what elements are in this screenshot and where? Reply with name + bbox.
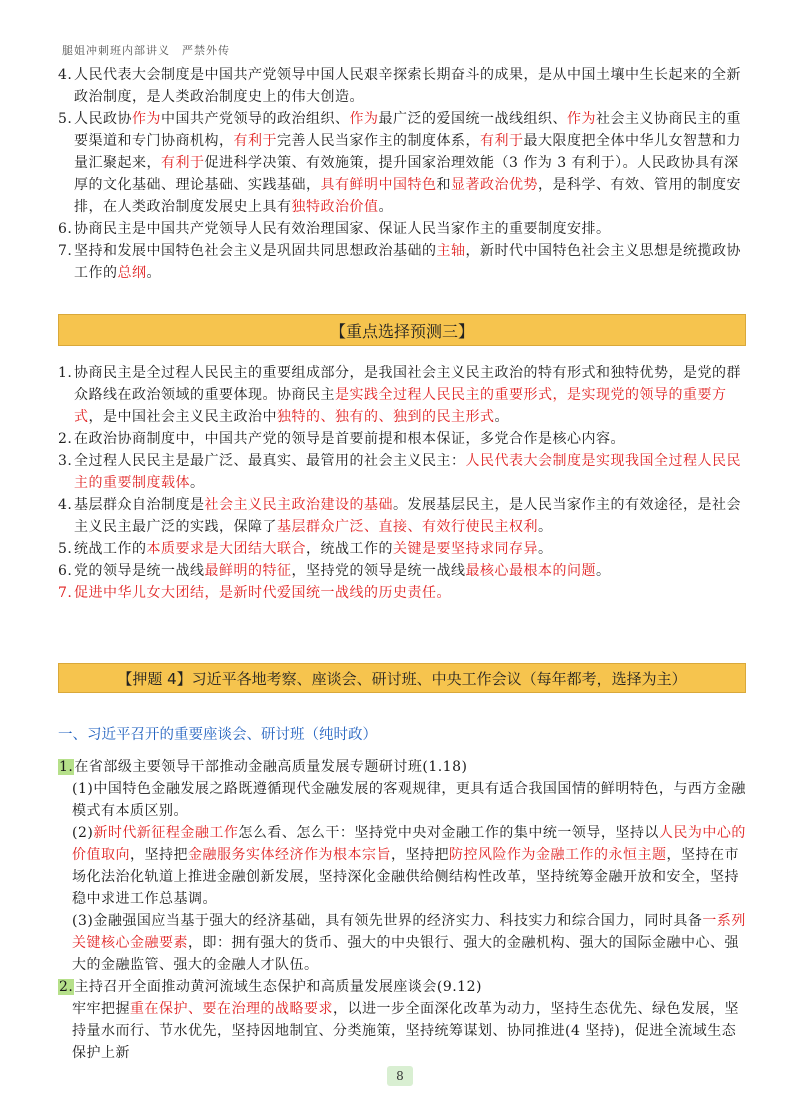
- emphasis-text: 最核心最根本的问题: [465, 563, 596, 579]
- body-text: 促进科学决策、有效施策，提升国家治理效能（3 作为 3 有利于）。人民政协具有深厚的文化基础、理论基础、实践基础，: [74, 155, 739, 193]
- body-text: 。: [190, 475, 205, 491]
- item-number: 4.: [58, 67, 73, 83]
- emphasis-text: 人民为中心的价值取向: [72, 825, 746, 863]
- body-text: ，以进一步全面深化改革为动力，坚持生态优先、绿色发展，坚持量水而行、节水优先，坚持因地制宜、分类施策，坚持统筹谋划、协同推进(4 坚持)，促进全流域生态保护上新: [72, 1001, 739, 1061]
- body-text: 社会主义协商民主的重要渠道和专门协商机构，: [74, 111, 741, 149]
- body-text: ，坚持把: [391, 847, 449, 863]
- body-text: 。: [596, 563, 611, 579]
- emphasis-text: 独特的、独有的、独到的民主形式: [277, 409, 495, 425]
- list-item: [58, 560, 748, 582]
- emphasis-text: 社会主义民主政治建设的基础: [204, 497, 393, 513]
- list-item: [58, 428, 748, 450]
- item-number: 2.: [59, 979, 74, 995]
- body-text: 统战工作的: [74, 541, 147, 557]
- banner-topic-four: 【押题 4】习近平各地考察、座谈会、研讨班、中央工作会议（每年都考，选择为主）: [58, 663, 746, 693]
- emphasis-text: 新时代新征程金融工作: [93, 825, 239, 841]
- body-text: 。: [538, 519, 553, 535]
- body-text: 完善人民当家作主的制度体系，: [277, 133, 480, 149]
- item-number: 5.: [58, 111, 73, 127]
- body-text: ，统战工作的: [306, 541, 393, 557]
- emphasis-text: 有利于: [233, 133, 277, 149]
- list-item: [58, 362, 748, 428]
- list-item: [58, 450, 748, 494]
- emphasis-text: 有利于: [161, 155, 205, 171]
- emphasis-text: 重在保护、要在治理的战略要求: [130, 1001, 333, 1017]
- body-text: 中国共产党领导的政治组织、: [161, 111, 350, 127]
- body-text: 党的领导是统一战线: [74, 563, 205, 579]
- emphasis-text: 有利于: [480, 133, 524, 149]
- body-text: 全过程人民民主是最广泛、最真实、最管用的社会主义民主：: [74, 453, 466, 469]
- emphasis-text: 显著政治优势: [451, 177, 538, 193]
- emphasis-text: 具有鲜明中国特色: [320, 177, 437, 193]
- meeting-title: [58, 756, 748, 778]
- body-text: 。: [538, 541, 553, 557]
- banner-prediction-three: 【重点选择预测三】: [58, 314, 746, 346]
- emphasis-text: 最鲜明的特征: [204, 563, 292, 579]
- body-text: 。: [494, 409, 509, 425]
- body-text: ，是中国社会主义民主政治中: [88, 409, 277, 425]
- emphasis-text: 关键是要坚持求同存异: [393, 541, 538, 557]
- emphasis-text: 总纲: [117, 265, 147, 281]
- item-number: 6.: [58, 221, 73, 237]
- list-item: [58, 538, 748, 560]
- list-item: [58, 64, 748, 108]
- body-text: (3)金融强国应当基于强大的经济基础，具有领先世界的经济实力、科技实力和综合国力，同时具备: [72, 913, 703, 929]
- emphasis-text: 作为: [132, 111, 161, 127]
- body-text: 协商民主是全过程人民民主的重要组成部分，是我国社会主义民主政治的特有形式和独特优势，是党的群众路线在政治领域的重要体现。协商民主: [74, 365, 741, 403]
- body-text: 。: [378, 199, 393, 215]
- item-number: 3.: [58, 453, 73, 469]
- meeting-title-text: 主持召开全面推动黄河流域生态保护和高质量发展座谈会(9.12): [74, 979, 482, 995]
- list-item: [58, 582, 748, 604]
- header-note: 腿姐冲刺班内部讲义 严禁外传: [62, 44, 230, 57]
- body-text: 怎么看、怎么干：坚持党中央对金融工作的集中统一领导，坚持以: [238, 825, 659, 841]
- body-text: 牢牢把握: [72, 1001, 130, 1017]
- body-text: ，是科学、有效、管用的制度安排，在人类政治制度发展史上具有: [74, 177, 741, 215]
- emphasis-text: 一系列关键核心金融要素: [72, 913, 746, 951]
- item-number: 2.: [58, 431, 73, 447]
- emphasis-text: 金融服务实体经济作为根本宗旨: [188, 847, 391, 863]
- emphasis-text: 防控风险作为金融工作的永恒主题: [449, 847, 667, 863]
- item-number: 4.: [58, 497, 73, 513]
- list-item: [58, 108, 748, 218]
- body-text: (1)中国特色金融发展之路既遵循现代金融发展的客观规律，更具有适合我国国情的鲜明特色，与西方金融模式有本质区别。: [72, 781, 746, 819]
- emphasis-text: 是实践全过程人民民主的重要形式，是实现党的领导的重要方式: [74, 387, 727, 425]
- body-text: 坚持和发展中国特色社会主义是巩固共同思想政治基础的: [74, 243, 437, 259]
- list-item: [58, 494, 748, 538]
- emphasis-text: 作为: [567, 111, 596, 127]
- meeting-items: [58, 756, 748, 1064]
- body-text: 。发展基层民主，是人民当家作主的有效途径，是社会主义民主最广泛的实践，保障了: [74, 497, 741, 535]
- body-text: 协商民主是中国共产党领导人民有效治理国家、保证人民当家作主的重要制度安排。: [74, 221, 611, 237]
- sub-point: [58, 998, 748, 1064]
- emphasis-text: 促进中华儿女大团结，是新时代爱国统一战线的历史责任。: [74, 585, 451, 601]
- body-text: ，坚持党的领导是统一战线: [291, 563, 466, 579]
- emphasis-text: 本质要求是大团结大联合: [146, 541, 306, 557]
- meeting-title: [58, 976, 748, 998]
- item-number: 6.: [58, 563, 73, 579]
- body-text: 在政治协商制度中，中国共产党的领导是首要前提和根本保证，多党合作是核心内容。: [74, 431, 625, 447]
- body-text: ，坚持在市场化法治化轨道上推进金融创新发展，坚持深化金融供给侧结构性改革，坚持统筹金融开放和安全，坚持稳中求进工作总基调。: [72, 847, 739, 907]
- section-heading: 一、习近平召开的重要座谈会、研讨班（纯时政）: [58, 727, 377, 743]
- item-number: 7.: [58, 585, 73, 601]
- body-text: ，即：拥有强大的货币、强大的中央银行、强大的金融机构、强大的国际金融中心、强大的金融监管、强大的金融人才队伍。: [72, 935, 739, 973]
- item-number: 1.: [59, 759, 74, 775]
- sub-point: [58, 822, 748, 910]
- body-text: 最大限度把全体中华儿女智慧和力量汇聚起来，: [74, 133, 741, 171]
- body-text: ，坚持把: [130, 847, 188, 863]
- body-text: 。: [146, 265, 161, 281]
- item-number: 1.: [58, 365, 73, 381]
- item-number: 7.: [58, 243, 73, 259]
- body-text: (2): [72, 825, 94, 841]
- emphasis-text: 作为: [349, 111, 379, 127]
- emphasis-text: 人民代表大会制度是实现我国全过程人民民主的重要制度载体: [74, 453, 741, 491]
- emphasis-text: 独特政治价值: [291, 199, 379, 215]
- list-item: [58, 240, 748, 284]
- prediction-point-list: [58, 362, 748, 604]
- body-text: 人民代表大会制度是中国共产党领导中国人民艰辛探索长期奋斗的成果，是从中国土壤中生长起来的全新政治制度，是人类政治制度史上的伟大创造。: [74, 67, 741, 105]
- page-number: 8: [387, 1066, 413, 1086]
- sub-point: [58, 910, 748, 976]
- meeting-title-text: 在省部级主要领导干部推动金融高质量发展专题研讨班(1.18): [74, 759, 468, 775]
- body-text: 和: [436, 177, 451, 193]
- body-text: ，新时代中国特色社会主义思想是统揽政协工作的: [74, 243, 741, 281]
- list-item: [58, 218, 748, 240]
- body-text: 基层群众自治制度是: [74, 497, 205, 513]
- top-point-list: [58, 64, 748, 284]
- emphasis-text: 主轴: [436, 243, 466, 259]
- body-text: 最广泛的爱国统一战线组织、: [378, 111, 567, 127]
- item-number: 5.: [58, 541, 73, 557]
- emphasis-text: 基层群众广泛、直接、有效行使民主权利: [277, 519, 538, 535]
- sub-point: [58, 778, 748, 822]
- body-text: 人民政协: [74, 111, 132, 127]
